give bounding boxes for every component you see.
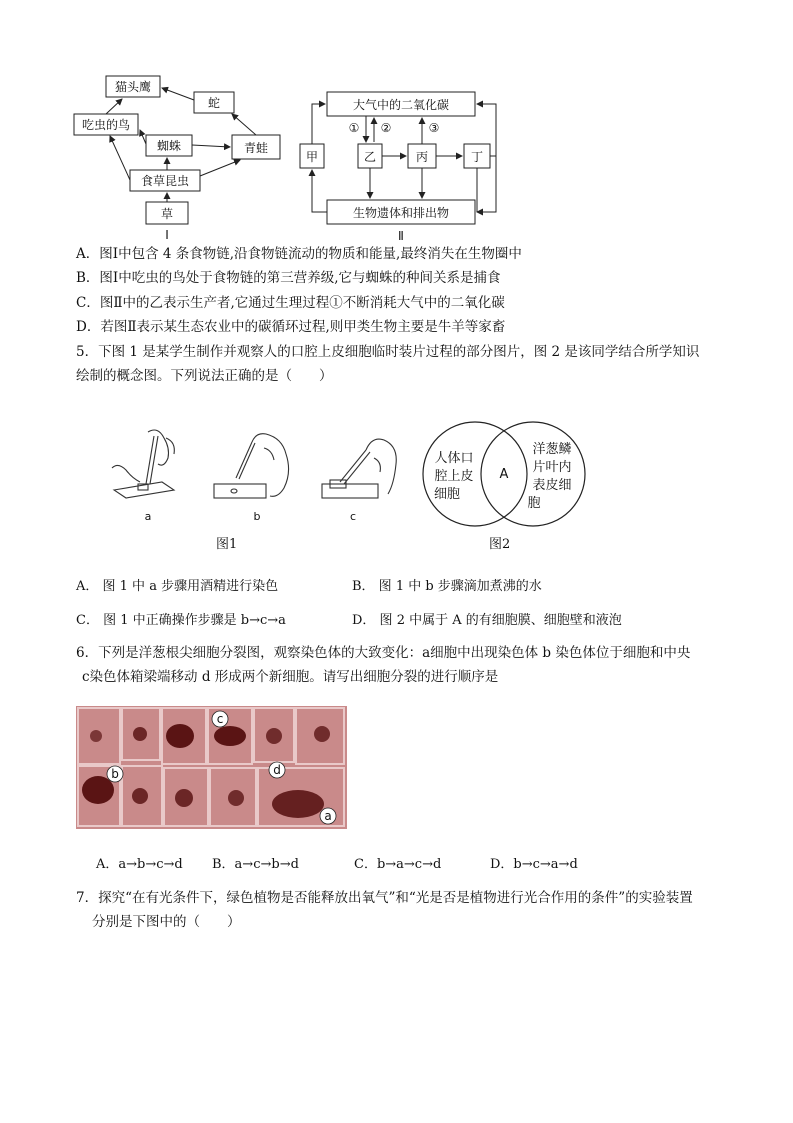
step-a-sketch [112, 430, 174, 498]
q5-figure-2-label: 图2 [489, 537, 511, 552]
q6-stem-line2: c染色体箱梁端移动 d 形成两个新细胞。请写出细胞分裂的进行顺序是 [82, 669, 499, 685]
q5-figure-1 [104, 428, 404, 526]
step-c-sketch [322, 439, 396, 498]
q6-option-b[interactable]: B．a→c→b→d [212, 857, 299, 872]
node-bird-label: 吃虫的鸟 [81, 118, 131, 132]
venn-left-line3: 细胞 [433, 487, 461, 502]
node-frog-label: 青蛙 [243, 141, 269, 155]
venn-left-line2: 腔上皮 [434, 469, 474, 484]
process-3-label: ③ [428, 121, 440, 135]
node-jia-label: 甲 [305, 150, 319, 164]
q6-cell-division-photo [76, 706, 347, 829]
q5-stem-line1: 5．下图 1 是某学生制作并观察人的口腔上皮细胞临时装片过程的部分图片，图 2 是该同学结合所学知识 [76, 344, 700, 360]
node-atmosphere-label: 大气中的二氧化碳 [352, 98, 450, 112]
q5-option-b[interactable]: B． 图 1 中 b 步骤滴加煮沸的水 [352, 579, 542, 594]
q6-option-a[interactable]: A．a→b→c→d [96, 857, 183, 872]
q5-figure-1-label: 图1 [216, 537, 238, 552]
q5-option-c[interactable]: C． 图 1 中正确操作步骤是 b→c→a [76, 613, 286, 628]
photo-label-c: c [216, 712, 224, 726]
node-snake-label: 蛇 [207, 96, 221, 110]
process-1-label: ① [348, 121, 360, 135]
venn-left-line1: 人体口 [434, 451, 474, 466]
photo-label-b: b [111, 767, 119, 781]
node-remains-label: 生物遗体和排出物 [352, 206, 450, 220]
figure-i-label: Ⅰ [165, 228, 169, 242]
process-2-label: ② [380, 121, 392, 135]
q5-figure-2-venn [418, 420, 590, 532]
q4-option-c[interactable]: C．图Ⅱ中的乙表示生产者,它通过生理过程①不断消耗大气中的二氧化碳 [76, 295, 505, 311]
photo-label-a: a [324, 809, 332, 823]
carbon-cycle-diagram [296, 84, 506, 244]
step-b-label: b [253, 510, 261, 523]
venn-right-line3: 表皮细 [532, 478, 572, 493]
venn-center: A [499, 467, 509, 482]
q5-stem-line2: 绘制的概念图。下列说法正确的是（ ） [76, 368, 333, 384]
step-b-sketch [214, 434, 289, 498]
node-owl-label: 猫头鹰 [114, 80, 152, 94]
node-bing-label: 丙 [415, 150, 429, 164]
figure-ii-label: Ⅱ [398, 229, 404, 243]
node-insect-label: 食草昆虫 [140, 174, 190, 188]
venn-right-line2: 片叶内 [532, 460, 572, 475]
step-c-label: c [349, 510, 357, 523]
node-yi-label: 乙 [363, 150, 377, 164]
food-web-diagram [70, 72, 290, 244]
q6-option-d[interactable]: D．b→c→a→d [490, 857, 578, 872]
q6-stem-line1: 6．下列是洋葱根尖细胞分裂图，观察染色体的大致变化：a细胞中出现染色体 b 染色体位于细胞和中央 [76, 645, 691, 661]
q4-option-b[interactable]: B．图Ⅰ中吃虫的鸟处于食物链的第三营养级,它与蜘蛛的种间关系是捕食 [76, 270, 501, 286]
venn-right-line4: 胞 [527, 496, 541, 511]
node-spider-label: 蜘蛛 [156, 139, 182, 153]
q6-option-c[interactable]: C．b→a→c→d [354, 857, 442, 872]
step-a-label: a [144, 510, 152, 523]
q4-option-d[interactable]: D．若图Ⅱ表示某生态农业中的碳循环过程,则甲类生物主要是牛羊等家畜 [76, 319, 506, 335]
q5-option-d[interactable]: D． 图 2 中属于 A 的有细胞膜、细胞壁和液泡 [352, 613, 622, 628]
q4-option-a[interactable]: A．图Ⅰ中包含 4 条食物链,沿食物链流动的物质和能量,最终消失在生物圈中 [76, 246, 522, 262]
q7-stem-line2: 分别是下图中的（ ） [92, 914, 241, 930]
node-ding-label: 丁 [470, 150, 484, 164]
venn-right-line1: 洋葱鳞 [532, 442, 572, 457]
q7-stem-line1: 7．探究“在有光条件下，绿色植物是否能释放出氧气”和“光是否是植物进行光合作用的条件”的实验装置 [76, 890, 693, 906]
photo-label-d: d [273, 763, 281, 777]
node-grass-label: 草 [160, 207, 174, 221]
q5-option-a[interactable]: A． 图 1 中 a 步骤用酒精进行染色 [76, 579, 279, 594]
